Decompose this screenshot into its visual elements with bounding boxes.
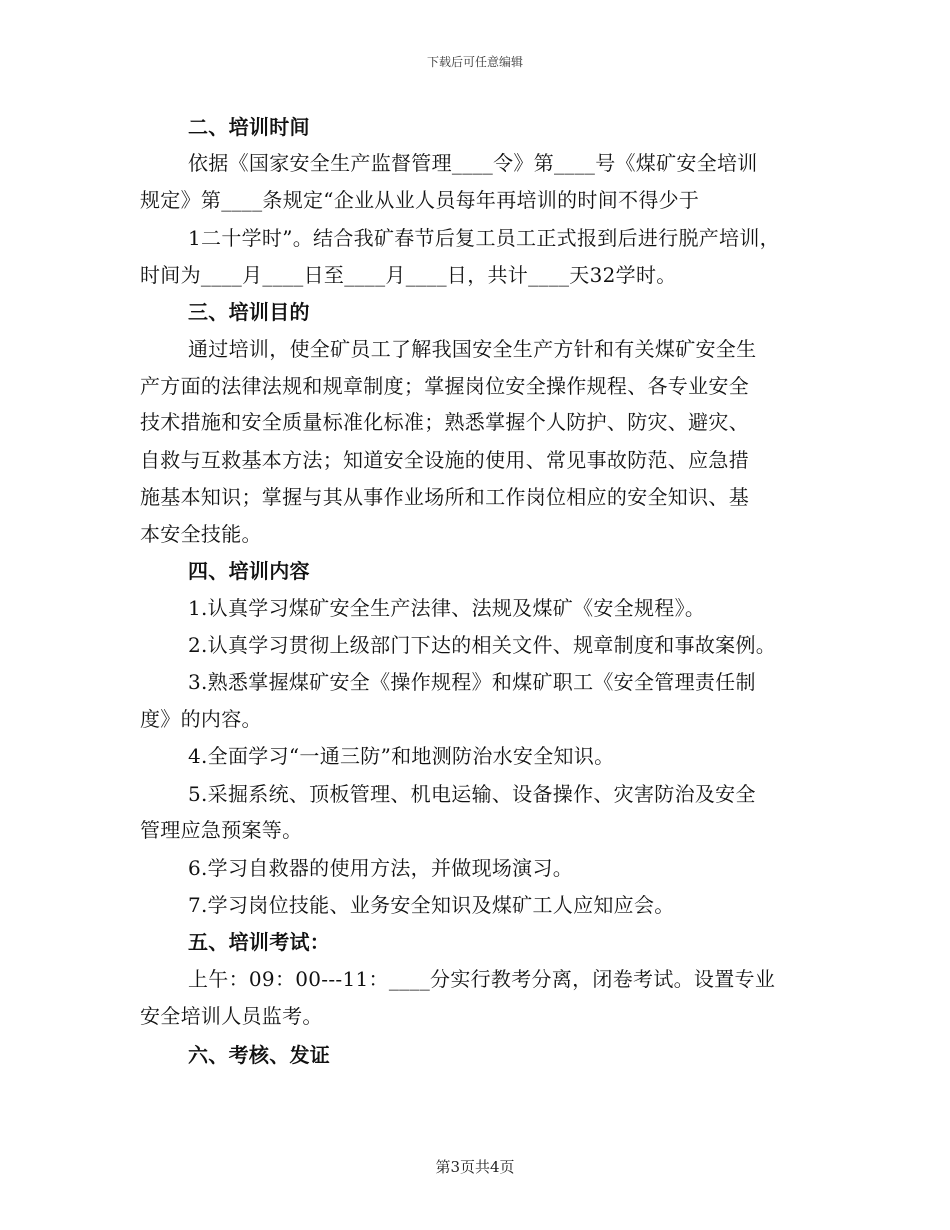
- list-item: 3.熟悉掌握煤矿安全《操作规程》和煤矿职工《安全管理责任制: [188, 670, 756, 694]
- paragraph-line: 时间为____月____日至____月____日，共计____天32学时。: [140, 263, 677, 287]
- list-item: 2.认真学习贯彻上级部门下达的相关文件、规章制度和事故案例。: [188, 633, 777, 657]
- list-item: 1.认真学习煤矿安全生产法律、法规及煤矿《安全规程》。: [188, 596, 706, 620]
- list-item: 5.采掘系统、顶板管理、机电运输、设备操作、灾害防治及安全: [188, 782, 756, 806]
- list-item: 4.全面学习“一通三防”和地测防治水安全知识。: [188, 744, 615, 768]
- paragraph-line: 1二十学时”。结合我矿春节后复工员工正式报到后进行脱产培训，: [188, 226, 780, 250]
- paragraph-line: 自救与互救基本方法；知道安全设施的使用、常见事故防范、应急措: [140, 448, 749, 472]
- section-heading-training-exam: 五、培训考试：: [188, 930, 331, 954]
- list-item-continuation: 管理应急预案等。: [140, 818, 303, 842]
- section-heading-training-content: 四、培训内容: [188, 559, 310, 583]
- page-number-footer: 第3页共4页: [435, 1158, 515, 1176]
- paragraph-line: 施基本知识；掌握与其从事作业场所和工作岗位相应的安全知识、基: [140, 485, 749, 509]
- list-item-continuation: 度》的内容。: [140, 707, 262, 731]
- paragraph-line: 产方面的法律法规和规章制度；掌握岗位安全操作规程、各专业安全: [140, 374, 749, 398]
- section-heading-training-time: 二、培训时间: [188, 115, 310, 139]
- paragraph-line: 依据《国家安全生产监督管理____令》第____号《煤矿安全培训: [188, 151, 758, 175]
- paragraph-line: 规定》第____条规定“企业从业人员每年再培训的时间不得少于: [140, 188, 700, 212]
- paragraph-line: 技术措施和安全质量标准化标准；熟悉掌握个人防护、防灾、避灾、: [140, 410, 749, 434]
- paragraph-line: 通过培训，使全矿员工了解我国安全生产方针和有关煤矿安全生: [188, 337, 757, 361]
- section-heading-assessment: 六、考核、发证: [188, 1043, 331, 1067]
- section-heading-training-goal: 三、培训目的: [188, 300, 310, 324]
- page-header-note: 下载后可任意编辑: [426, 55, 523, 69]
- paragraph-line: 上午：09：00---11：____分实行教考分离，闭卷考试。设置专业: [188, 967, 776, 991]
- list-item: 6.学习自救器的使用方法，并做现场演习。: [188, 856, 574, 880]
- list-item: 7.学习岗位技能、业务安全知识及煤矿工人应知应会。: [188, 893, 675, 917]
- paragraph-line: 本安全技能。: [140, 522, 262, 546]
- paragraph-line: 安全培训人员监考。: [140, 1004, 323, 1028]
